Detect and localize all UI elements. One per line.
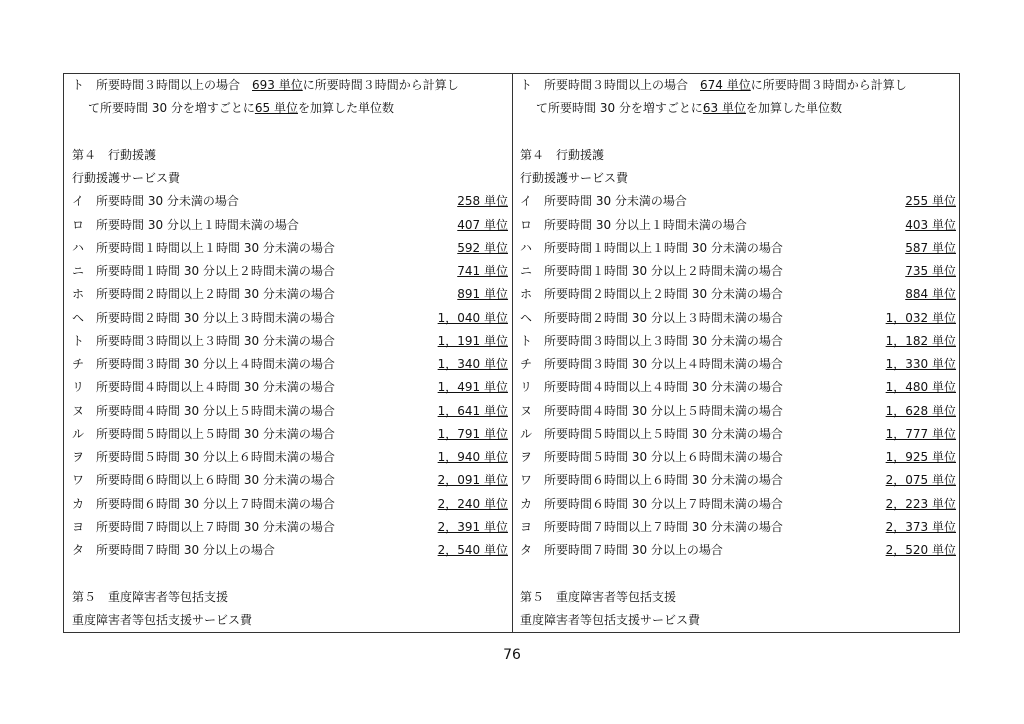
item-marker: タ xyxy=(72,543,85,557)
item-marker: ロ xyxy=(72,217,85,232)
item-amount: 735 単位 xyxy=(905,264,956,278)
item-amount: 2，540 単位 xyxy=(437,543,508,557)
item-amount: 587 単位 xyxy=(905,240,956,255)
intro-amount: 693 単位 xyxy=(252,78,303,92)
item-marker: ヘ xyxy=(520,310,533,325)
rate-row xyxy=(520,353,960,376)
item-marker: チ xyxy=(520,357,533,371)
rate-row xyxy=(520,423,960,446)
item-amount: 1，040 単位 xyxy=(437,310,508,325)
item-description: 所要時間５時間以上５時間 30 分未満の場合 xyxy=(544,426,783,441)
intro-amount: 674 単位 xyxy=(700,78,751,92)
item-description: 所要時間 30 分以上１時間未満の場合 xyxy=(544,217,747,232)
rate-row xyxy=(72,446,512,469)
rate-row xyxy=(520,330,960,353)
rate-row xyxy=(520,400,960,423)
item-description: 所要時間３時間以上３時間 30 分未満の場合 xyxy=(96,333,335,348)
item-description: 所要時間６時間以上６時間 30 分未満の場合 xyxy=(544,473,783,488)
blank-line xyxy=(72,562,512,585)
item-description: 所要時間６時間 30 分以上７時間未満の場合 xyxy=(96,496,335,511)
rate-row xyxy=(72,214,512,237)
rate-row xyxy=(520,190,960,213)
item-description: 所要時間２時間 30 分以上３時間未満の場合 xyxy=(544,310,783,325)
item-amount: 1，340 単位 xyxy=(437,357,508,371)
item-description: 所要時間 30 分未満の場合 xyxy=(544,194,687,209)
item-amount: 1，628 単位 xyxy=(885,403,956,418)
intro-middle: に所要時間３時間から計算し xyxy=(750,78,907,92)
section5-subheading: 重度障害者等包括支援サービス費 xyxy=(72,612,253,627)
blank-line xyxy=(520,562,960,585)
item-amount: 2，240 単位 xyxy=(437,496,508,511)
item-description: 所要時間４時間 30 分以上５時間未満の場合 xyxy=(544,403,783,418)
item-description: 所要時間５時間 30 分以上６時間未満の場合 xyxy=(96,450,335,464)
item-amount: 1，940 単位 xyxy=(437,450,508,464)
item-amount: 1，925 単位 xyxy=(885,450,956,464)
item-marker: ル xyxy=(520,426,533,441)
left-column xyxy=(72,74,512,632)
item-marker: ヌ xyxy=(520,403,533,418)
rate-row xyxy=(72,516,512,539)
rate-row xyxy=(72,400,512,423)
rate-row xyxy=(520,237,960,260)
item-marker: ヲ xyxy=(520,450,533,464)
rate-row xyxy=(72,423,512,446)
rate-row xyxy=(520,376,960,399)
intro-amount-2: 63 単位 xyxy=(702,101,746,116)
item-description: 所要時間７時間 30 分以上の場合 xyxy=(96,543,275,557)
section4-heading: 第４ 行動援護 xyxy=(520,147,605,162)
item-marker: カ xyxy=(72,496,85,511)
rate-row xyxy=(72,353,512,376)
item-marker: ニ xyxy=(72,264,85,278)
rate-row xyxy=(72,376,512,399)
section4-subheading: 行動援護サービス費 xyxy=(520,171,629,185)
item-description: 所要時間４時間 30 分以上５時間未満の場合 xyxy=(96,403,335,418)
item-description: 所要時間１時間以上１時間 30 分未満の場合 xyxy=(96,240,335,255)
item-description: 所要時間１時間 30 分以上２時間未満の場合 xyxy=(544,264,783,278)
section4-subheading: 行動援護サービス費 xyxy=(72,171,181,185)
intro-line-2 xyxy=(72,97,512,120)
rate-row xyxy=(72,260,512,283)
intro-line-1 xyxy=(72,74,512,97)
item-description: 所要時間３時間以上３時間 30 分未満の場合 xyxy=(544,333,783,348)
item-marker: リ xyxy=(520,380,533,395)
rate-row xyxy=(72,469,512,492)
section5-subheading: 重度障害者等包括支援サービス費 xyxy=(520,612,701,627)
item-amount: 2，391 単位 xyxy=(437,519,508,534)
rate-list xyxy=(72,190,512,562)
item-amount: 1，330 単位 xyxy=(885,357,956,371)
intro-amount-2: 65 単位 xyxy=(254,101,298,116)
rate-row xyxy=(520,493,960,516)
item-marker: ホ xyxy=(520,287,533,302)
item-description: 所要時間２時間 30 分以上３時間未満の場合 xyxy=(96,310,335,325)
item-marker: ヲ xyxy=(72,450,85,464)
intro-prefix-2: て所要時間 30 分を増すごとに xyxy=(88,101,255,116)
intro-line-2 xyxy=(520,97,960,120)
intro-suffix: を加算した単位数 xyxy=(298,101,395,116)
item-description: 所要時間３時間 30 分以上４時間未満の場合 xyxy=(96,357,335,371)
rate-row xyxy=(72,307,512,330)
column-divider xyxy=(512,74,513,632)
blank-line xyxy=(72,121,512,144)
item-amount: 891 単位 xyxy=(457,287,508,302)
item-marker: ヨ xyxy=(520,519,533,534)
item-amount: 1，777 単位 xyxy=(885,426,956,441)
item-marker: ト xyxy=(520,333,533,348)
intro-line-1 xyxy=(520,74,960,97)
rate-row xyxy=(520,469,960,492)
item-description: 所要時間５時間以上５時間 30 分未満の場合 xyxy=(96,426,335,441)
item-marker: イ xyxy=(72,194,85,209)
item-marker: ヨ xyxy=(72,519,85,534)
rate-row xyxy=(72,190,512,213)
comparison-table xyxy=(63,73,960,633)
rate-row xyxy=(520,283,960,306)
intro-prefix-2: て所要時間 30 分を増すごとに xyxy=(536,101,703,116)
section5-heading: 第５ 重度障害者等包括支援 xyxy=(520,589,677,604)
item-description: 所要時間 30 分以上１時間未満の場合 xyxy=(96,217,299,232)
item-description: 所要時間１時間 30 分以上２時間未満の場合 xyxy=(96,264,335,278)
item-amount: 1，480 単位 xyxy=(885,380,956,395)
item-marker: ワ xyxy=(520,473,533,488)
rate-row xyxy=(520,214,960,237)
item-marker: ヘ xyxy=(72,310,85,325)
item-amount: 1，491 単位 xyxy=(437,380,508,395)
item-marker: ル xyxy=(72,426,85,441)
item-marker: タ xyxy=(520,543,533,557)
intro-middle: に所要時間３時間から計算し xyxy=(302,78,459,92)
item-description: 所要時間４時間以上４時間 30 分未満の場合 xyxy=(544,380,783,395)
item-description: 所要時間２時間以上２時間 30 分未満の場合 xyxy=(96,287,335,302)
item-amount: 1，191 単位 xyxy=(437,333,508,348)
item-marker: ト xyxy=(72,333,85,348)
item-marker: ヌ xyxy=(72,403,85,418)
item-amount: 741 単位 xyxy=(457,264,508,278)
item-amount: 403 単位 xyxy=(905,217,956,232)
item-amount: 255 単位 xyxy=(905,194,956,209)
item-marker: イ xyxy=(520,194,533,209)
item-amount: 407 単位 xyxy=(457,217,508,232)
intro-prefix: ト 所要時間３時間以上の場合 xyxy=(520,78,701,92)
section4-heading: 第４ 行動援護 xyxy=(72,147,157,162)
rate-row xyxy=(520,260,960,283)
rate-row xyxy=(520,516,960,539)
item-amount: 1，182 単位 xyxy=(885,333,956,348)
item-description: 所要時間４時間以上４時間 30 分未満の場合 xyxy=(96,380,335,395)
item-description: 所要時間５時間 30 分以上６時間未満の場合 xyxy=(544,450,783,464)
rate-row xyxy=(72,330,512,353)
page-number: 76 xyxy=(503,647,521,663)
item-marker: ハ xyxy=(72,240,85,255)
item-marker: ワ xyxy=(72,473,85,488)
item-amount: 884 単位 xyxy=(905,287,956,302)
item-amount: 258 単位 xyxy=(457,194,508,209)
item-description: 所要時間 30 分未満の場合 xyxy=(96,194,239,209)
item-marker: リ xyxy=(72,380,85,395)
rate-row xyxy=(72,539,512,562)
blank-line xyxy=(520,121,960,144)
item-marker: ホ xyxy=(72,287,85,302)
item-marker: ハ xyxy=(520,240,533,255)
item-description: 所要時間６時間 30 分以上７時間未満の場合 xyxy=(544,496,783,511)
item-marker: カ xyxy=(520,496,533,511)
intro-suffix: を加算した単位数 xyxy=(746,101,843,116)
item-description: 所要時間７時間以上７時間 30 分未満の場合 xyxy=(544,519,783,534)
item-amount: 2，373 単位 xyxy=(885,519,956,534)
rate-row xyxy=(72,283,512,306)
item-amount: 2，520 単位 xyxy=(885,543,956,557)
right-column xyxy=(520,74,960,632)
item-marker: チ xyxy=(72,357,85,371)
item-description: 所要時間７時間以上７時間 30 分未満の場合 xyxy=(96,519,335,534)
rate-row xyxy=(72,493,512,516)
rate-row xyxy=(72,237,512,260)
item-amount: 1，032 単位 xyxy=(885,310,956,325)
item-marker: ニ xyxy=(520,264,533,278)
rate-row xyxy=(520,307,960,330)
item-amount: 2，075 単位 xyxy=(885,473,956,488)
item-marker: ロ xyxy=(520,217,533,232)
rate-list xyxy=(520,190,960,562)
item-description: 所要時間１時間以上１時間 30 分未満の場合 xyxy=(544,240,783,255)
item-amount: 1，641 単位 xyxy=(437,403,508,418)
section5-heading: 第５ 重度障害者等包括支援 xyxy=(72,589,229,604)
item-amount: 1，791 単位 xyxy=(437,426,508,441)
item-amount: 2，223 単位 xyxy=(885,496,956,511)
item-description: 所要時間２時間以上２時間 30 分未満の場合 xyxy=(544,287,783,302)
rate-row xyxy=(520,539,960,562)
item-description: 所要時間７時間 30 分以上の場合 xyxy=(544,543,723,557)
item-description: 所要時間３時間 30 分以上４時間未満の場合 xyxy=(544,357,783,371)
intro-prefix: ト 所要時間３時間以上の場合 xyxy=(72,78,253,92)
item-amount: 592 単位 xyxy=(457,240,508,255)
item-amount: 2，091 単位 xyxy=(437,473,508,488)
rate-row xyxy=(520,446,960,469)
item-description: 所要時間６時間以上６時間 30 分未満の場合 xyxy=(96,473,335,488)
